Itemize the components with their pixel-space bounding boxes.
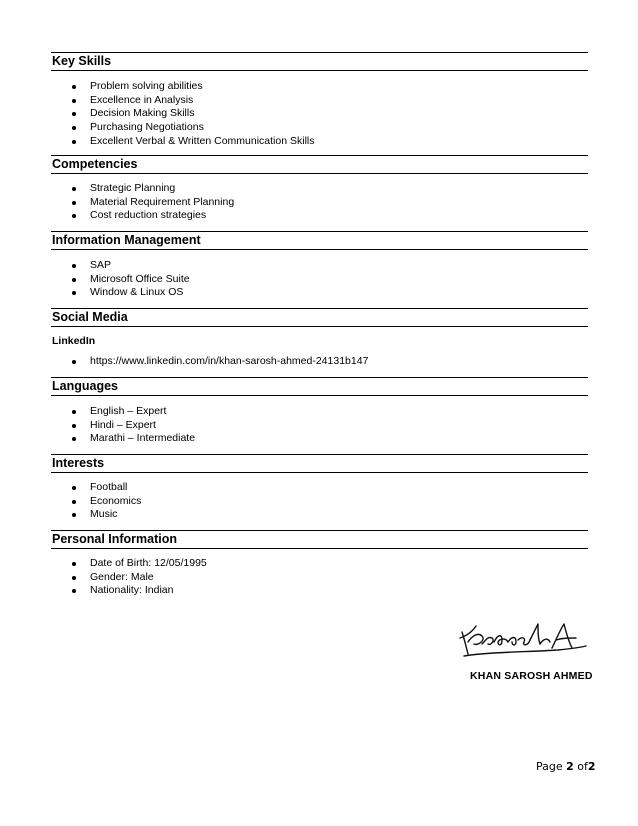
languages-list: [72, 405, 195, 446]
section-heading-personal-information: Personal Information: [51, 530, 588, 549]
list-item-text: Purchasing Negotiations: [90, 121, 204, 134]
of-label: of: [577, 760, 588, 773]
list-item-text: Date of Birth: 12/05/1995: [90, 557, 207, 569]
bullet-icon: [72, 360, 76, 364]
signatory-name: KHAN SAROSH AHMED: [470, 670, 593, 682]
bullet-icon: [72, 410, 76, 414]
bullet-icon: [72, 140, 76, 144]
list-item: [72, 571, 207, 585]
page-current: 2: [566, 760, 574, 773]
bullet-icon: [72, 486, 76, 490]
list-item: [72, 557, 207, 571]
competencies-list: [72, 182, 234, 223]
bullet-icon: [72, 126, 76, 130]
section-heading-key-skills: Key Skills: [51, 52, 588, 71]
list-item: [72, 273, 190, 287]
list-item-text: Marathi – Intermediate: [90, 432, 196, 445]
list-item-text: Strategic Planning: [90, 182, 176, 194]
section-heading-interests: Interests: [51, 454, 588, 473]
key-skills-list: [72, 80, 314, 149]
list-item-text: Economics: [90, 494, 142, 507]
page-label: Page: [536, 760, 563, 773]
list-item: [72, 135, 314, 149]
list-item-text: Nationality: Indian: [90, 584, 174, 597]
section-heading-information-management: Information Management: [51, 231, 588, 250]
list-item-text: https://www.linkedin.com/in/khan-sarosh-ahmed-24131b147: [90, 355, 369, 367]
list-item: [72, 94, 314, 108]
list-item-text: Decision Making Skills: [90, 107, 195, 120]
list-item-text: Music: [90, 508, 118, 521]
list-item: [72, 355, 368, 369]
bullet-icon: [72, 201, 76, 205]
list-item-text: SAP: [90, 259, 112, 271]
information-management-list: [72, 259, 190, 300]
list-item-text: Hindi – Expert: [90, 418, 156, 431]
page-number-footer: [536, 760, 596, 773]
list-item-text: English – Expert: [90, 405, 167, 417]
list-item: [72, 584, 207, 598]
bullet-icon: [72, 291, 76, 295]
list-item: [72, 80, 314, 94]
personal-information-list: [72, 557, 207, 598]
list-item: [72, 419, 195, 433]
bullet-icon: [72, 500, 76, 504]
list-item-text: Cost reduction strategies: [90, 209, 207, 222]
list-item: [72, 121, 314, 135]
section-heading-languages: Languages: [51, 377, 588, 396]
list-item: [72, 405, 195, 419]
section-heading-competencies: Competencies: [51, 155, 588, 174]
handwritten-signature: [458, 618, 590, 660]
list-item-text: Material Requirement Planning: [90, 195, 235, 208]
list-item: [72, 259, 190, 273]
bullet-icon: [72, 112, 76, 116]
list-item-text: Excellence in Analysis: [90, 93, 194, 106]
bullet-icon: [72, 187, 76, 191]
interests-list: [72, 481, 141, 522]
list-item: [72, 481, 141, 495]
bullet-icon: [72, 437, 76, 441]
bullet-icon: [72, 589, 76, 593]
list-item: [72, 209, 234, 223]
bullet-icon: [72, 264, 76, 268]
bullet-icon: [72, 214, 76, 218]
list-item: [72, 286, 190, 300]
social-media-list: [72, 355, 368, 369]
list-item: [72, 432, 195, 446]
list-item: [72, 107, 314, 121]
bullet-icon: [72, 513, 76, 517]
bullet-icon: [72, 562, 76, 566]
bullet-icon: [72, 576, 76, 580]
list-item-text: Gender: Male: [90, 570, 154, 583]
list-item: [72, 182, 234, 196]
list-item: [72, 508, 141, 522]
section-heading-social-media: Social Media: [51, 308, 588, 327]
list-item-text: Excellent Verbal & Written Communication Skills: [90, 134, 315, 147]
bullet-icon: [72, 85, 76, 89]
list-item-text: Window & Linux OS: [90, 286, 184, 299]
linkedin-subheading: LinkedIn: [52, 335, 96, 347]
list-item: [72, 196, 234, 210]
page-total: 2: [587, 760, 596, 773]
bullet-icon: [72, 99, 76, 103]
list-item-text: Football: [90, 481, 128, 493]
bullet-icon: [72, 424, 76, 428]
list-item-text: Problem solving abilities: [90, 80, 203, 92]
list-item-text: Microsoft Office Suite: [90, 272, 190, 285]
bullet-icon: [72, 278, 76, 282]
list-item: [72, 495, 141, 509]
